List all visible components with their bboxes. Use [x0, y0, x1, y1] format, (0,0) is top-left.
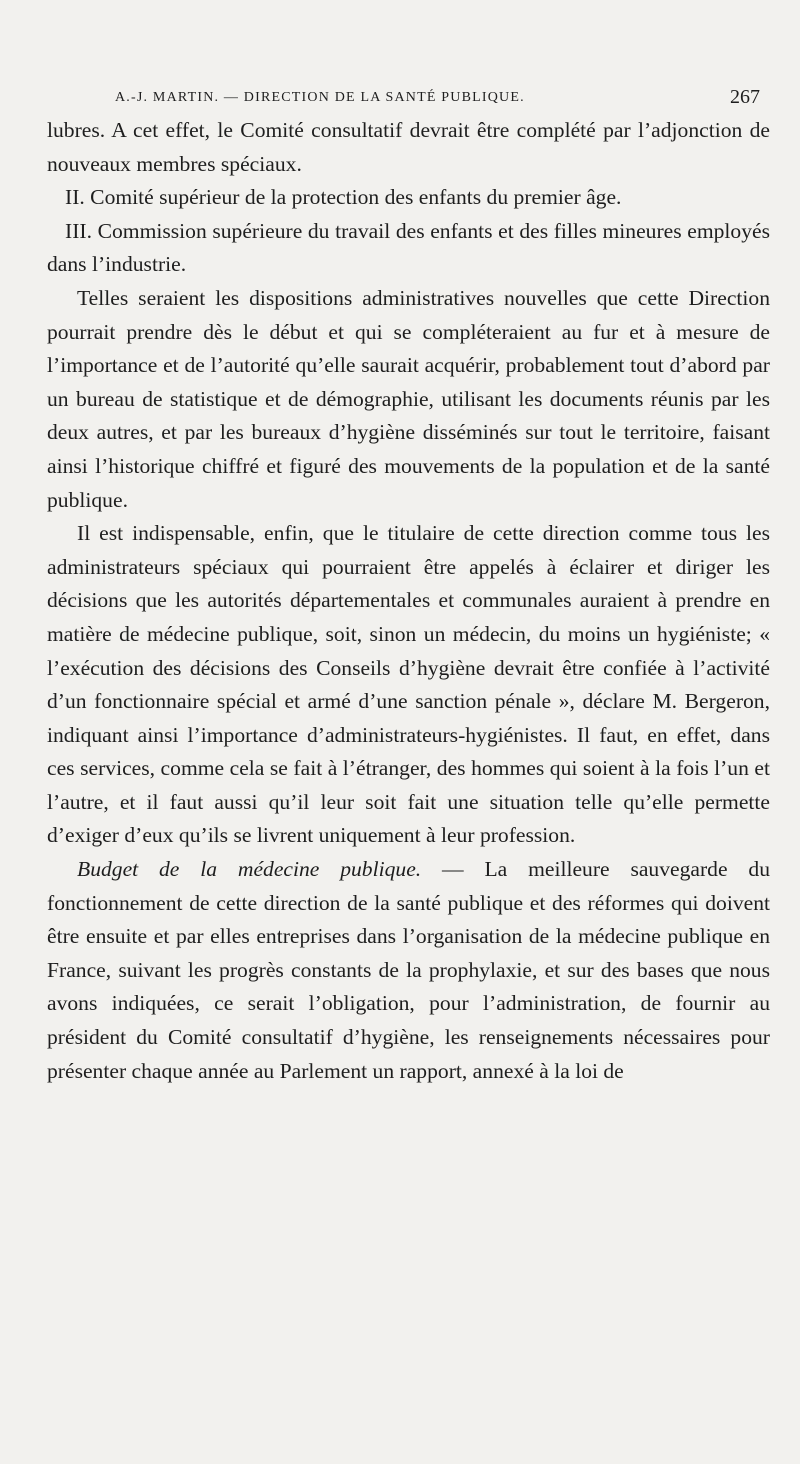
paragraph-budget: [47, 853, 770, 1088]
paragraph-continuation: lubres. A cet effet, le Comité consultatif devrait être complété par l’adjonction de nouveaux membres spéciaux.: [47, 118, 770, 176]
paragraph-hygienist-requirement: Il est indispensable, enfin, que le titulaire de cette direction comme tous les administrateurs spéciaux qui pourraient être appelés à éclairer et diriger les décisions que les autorités départementales et communales auraient à prendre en matière de médecine publique, soit, sinon un médecin, du moins un hygiéniste; « l’exécution des décisions des Conseils d’hygiène devrait être confiée à l’activité d’un fonctionnaire spécial et armé d’une sanction pénale », déclare M. Bergeron, indiquant ainsi l’importance d’administrateurs-hygiénistes. Il faut, en effet, dans ces services, comme cela se fait à l’étranger, des hommes qui soient à la fois l’un et l’autre, et il faut aussi qu’il leur soit fait une situation telle qu’elle permette d’exiger d’eux qu’ils se livrent uniquement à leur profession.: [47, 521, 770, 848]
page-number: 267: [730, 86, 760, 108]
list-item-iii: III. Commission supérieure du travail des enfants et des filles mineures employés dans l’industrie.: [47, 218, 770, 277]
list-item-ii: II. Comité supérieur de la protection des enfants du premier âge.: [65, 185, 622, 210]
paragraph-administrative-dispositions: Telles seraient les dispositions administratives nouvelles que cette Direction pourrait prendre dès le début et qui se compléteraient au fur et à mesure de l’importance et de l’autorité qu’elle saurait acquérir, probablement tout d’abord par un bureau de statistique et de démographie, utilisant les documents réunis par les deux autres, et par les bureaux d’hygiène disséminés sur tout le territoire, faisant ainsi l’historique chiffré et figuré des mouvements de la population et de la santé publique.: [47, 285, 770, 512]
page-body: [47, 114, 770, 1088]
paragraph-budget-text: — La meilleure sauvegarde du fonctionnement de cette direction de la santé publique et des réformes qui doivent être ensuite et par elles entreprises dans l’organisation de la médecine publique en France, suivant les progrès constants de la prophylaxie, et sur des bases que nous avons indiquées, ce serait l’obligation, pour l’administration, de fournir au président du Comité consultatif d’hygiène, les renseignements nécessaires pour présenter chaque année au Parlement un rapport, annexé à la loi de: [47, 857, 770, 1083]
page-header: [47, 84, 770, 114]
running-head: A.-J. MARTIN. — DIRECTION DE LA SANTÉ PUBLIQUE.: [115, 90, 525, 105]
section-title-budget: Budget de la médecine publique.: [77, 857, 422, 882]
